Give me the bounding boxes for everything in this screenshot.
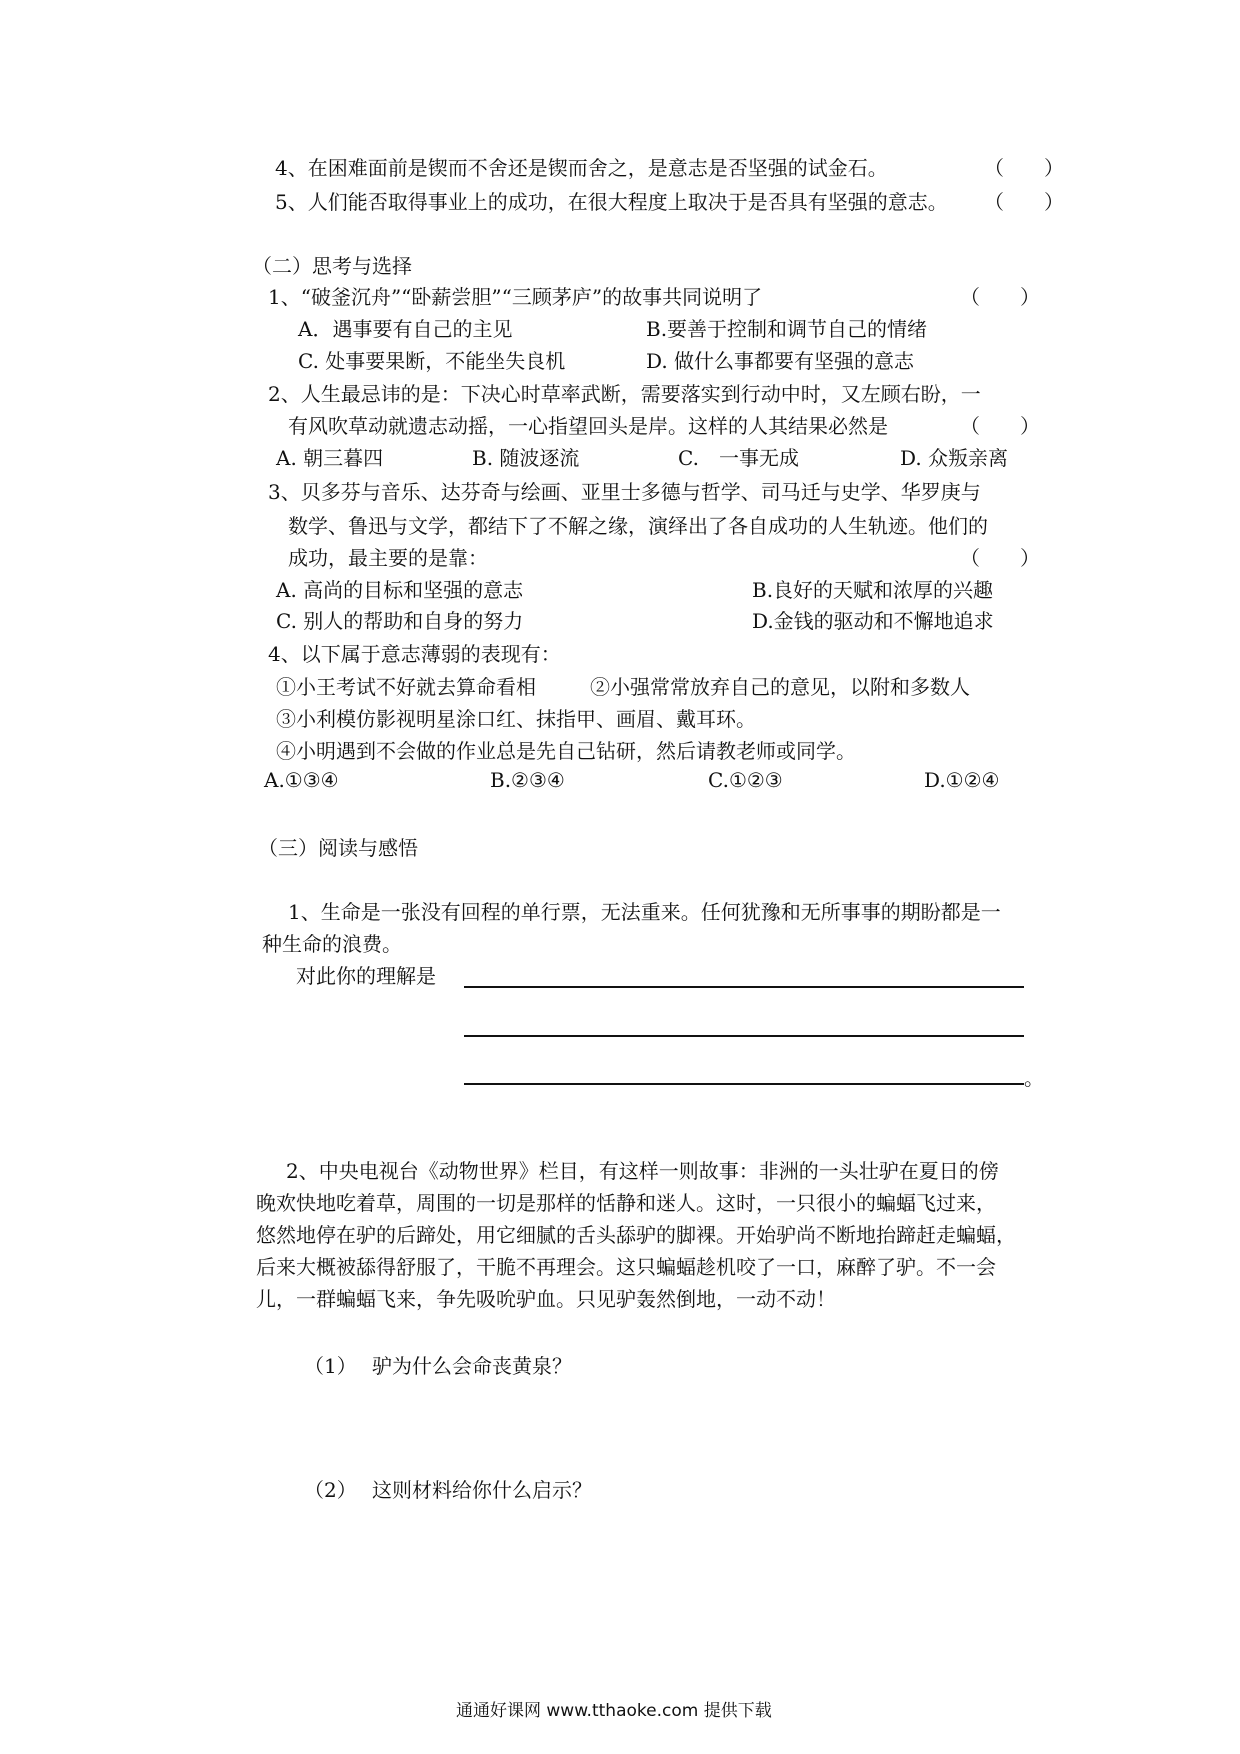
- q4-statement-1: ①小王考试不好就去算命看相: [276, 675, 536, 699]
- q4-option-a[interactable]: A.①③④: [264, 768, 339, 792]
- judge-item-5: 5、人们能否取得事业上的成功，在很大程度上取决于是否具有坚强的意志。: [275, 190, 948, 214]
- q3-option-c[interactable]: C. 别人的帮助和自身的努力: [276, 609, 524, 633]
- p1-answer-prompt: 对此你的理解是: [296, 964, 436, 988]
- p2-sub1-number: （1）: [304, 1354, 357, 1378]
- q2-option-a[interactable]: A. 朝三暮四: [276, 446, 384, 470]
- q4-option-b[interactable]: B.②③④: [490, 768, 565, 792]
- p1-answer-line-2[interactable]: [464, 1035, 1024, 1037]
- p1-answer-line-1[interactable]: [464, 986, 1024, 988]
- q2-option-d[interactable]: D. 众叛亲离: [900, 446, 1009, 470]
- q4-option-c[interactable]: C.①②③: [708, 768, 783, 792]
- q2-stem-line1: 2、人生最忌讳的是：下决心时草率武断，需要落实到行动中时，又左顾右盼，一: [268, 382, 981, 406]
- p2-sub2-question: 这则材料给你什么启示？: [372, 1478, 592, 1502]
- p2-line4: 后来大概被舔得舒服了，干脆不再理会。这只蝙蝠趁机咬了一口，麻醉了驴。不一会: [256, 1255, 996, 1279]
- p1-line1: 1、生命是一张没有回程的单行票，无法重来。任何犹豫和无所事事的期盼都是一: [288, 900, 1001, 924]
- q3-option-b[interactable]: B.良好的天赋和浓厚的兴趣: [752, 578, 994, 602]
- p2-line5: 儿，一群蝙蝠飞来，争先吸吮驴血。只见驴轰然倒地，一动不动！: [256, 1287, 836, 1311]
- section-title-think-choose: （二）思考与选择: [252, 254, 412, 278]
- q3-option-a[interactable]: A. 高尚的目标和坚强的意志: [276, 578, 524, 602]
- q2-stem-line2: 有风吹草动就遗志动摇，一心指望回头是岸。这样的人其结果必然是: [288, 414, 888, 438]
- q3-stem-line3: 成功，最主要的是靠：: [288, 546, 488, 570]
- q1-option-c[interactable]: C. 处事要果断，不能坐失良机: [298, 349, 566, 373]
- p1-end-mark: 。: [1024, 1066, 1044, 1090]
- judge-item-4-bracket[interactable]: （ ）: [984, 156, 1064, 180]
- q1-stem: 1、“破釜沉舟”“卧薪尝胆”“三顾茅庐”的故事共同说明了: [268, 285, 763, 309]
- judge-item-4: 4、在困难面前是锲而不舍还是锲而舍之，是意志是否坚强的试金石。: [275, 156, 888, 180]
- judge-item-5-bracket[interactable]: （ ）: [984, 190, 1064, 214]
- q4-option-d[interactable]: D.①②④: [924, 768, 1000, 792]
- q4-statement-2: ②小强常常放弃自己的意见，以附和多数人: [590, 675, 970, 699]
- q4-statement-3: ③小利模仿影视明星涂口红、抹指甲、画眉、戴耳环。: [276, 707, 756, 731]
- p2-line1: 2、中央电视台《动物世界》栏目，有这样一则故事：非洲的一头壮驴在夏日的傍: [286, 1159, 999, 1183]
- p2-sub1-question: 驴为什么会命丧黄泉？: [372, 1354, 572, 1378]
- q4-stem: 4、以下属于意志薄弱的表现有：: [268, 642, 561, 666]
- section-title-read-reflect: （三）阅读与感悟: [258, 836, 418, 860]
- p2-line3: 悠然地停在驴的后蹄处，用它细腻的舌头舔驴的脚裸。开始驴尚不断地抬蹄赶走蝙蝠，: [256, 1223, 1016, 1247]
- q4-statement-4: ④小明遇到不会做的作业总是先自己钻研，然后请教老师或同学。: [276, 739, 856, 763]
- q1-option-a[interactable]: A．遇事要有自己的主见: [298, 317, 513, 341]
- q3-option-d[interactable]: D.金钱的驱动和不懈地追求: [752, 609, 994, 633]
- p1-answer-line-3[interactable]: [464, 1083, 1024, 1085]
- q3-stem-line1: 3、贝多芬与音乐、达芬奇与绘画、亚里士多德与哲学、司马迁与史学、华罗庚与: [268, 480, 981, 504]
- q3-stem-line2: 数学、鲁迅与文学，都结下了不解之缘，演绎出了各自成功的人生轨迹。他们的: [288, 514, 988, 538]
- q1-option-b[interactable]: B.要善于控制和调节自己的情绪: [646, 317, 928, 341]
- p2-line2: 晚欢快地吃着草，周围的一切是那样的恬静和迷人。这时，一只很小的蝙蝠飞过来，: [256, 1191, 996, 1215]
- q2-bracket[interactable]: （ ）: [960, 414, 1040, 438]
- page-footer: 通通好课网 www.tthaoke.com 提供下载: [456, 1701, 772, 1721]
- q3-bracket[interactable]: （ ）: [960, 546, 1040, 570]
- q2-option-c[interactable]: C. 一事无成: [678, 446, 799, 470]
- p1-line2: 种生命的浪费。: [262, 932, 402, 956]
- q1-option-d[interactable]: D. 做什么事都要有坚强的意志: [646, 349, 915, 373]
- q1-bracket[interactable]: （ ）: [960, 285, 1040, 309]
- q2-option-b[interactable]: B. 随波逐流: [472, 446, 580, 470]
- p2-sub2-number: （2）: [304, 1478, 357, 1502]
